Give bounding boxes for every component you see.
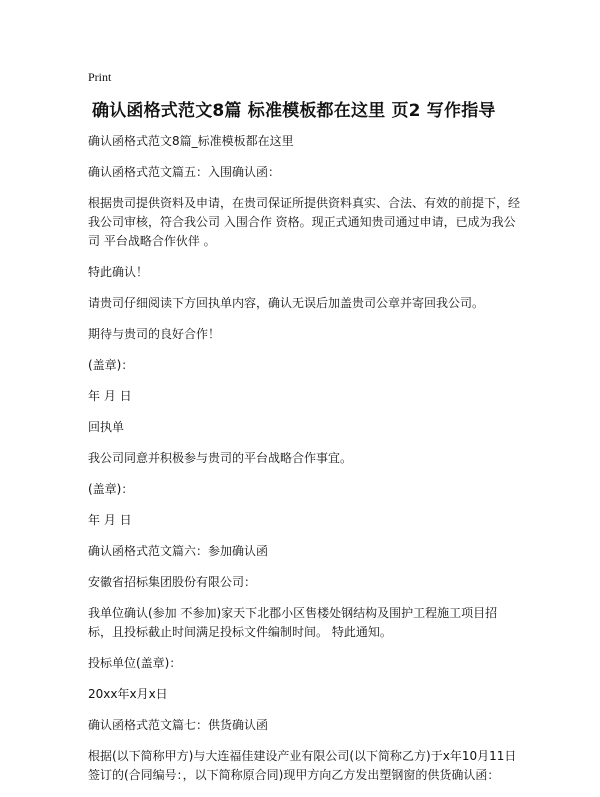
document-body: [88, 132, 520, 797]
paragraph: 特此确认！: [88, 265, 149, 279]
paragraph: 确认函格式范文篇六：参加确认函: [88, 544, 269, 558]
paragraph: 20xx年x月x日: [88, 687, 168, 701]
paragraph: 期待与贵司的良好合作！: [88, 327, 221, 341]
paragraph: 确认函格式范文篇五：入围确认函：: [88, 165, 281, 179]
print-link[interactable]: Print: [88, 70, 112, 84]
paragraph: (盖章)：: [88, 482, 134, 496]
page-title: 确认函格式范文8篇 标准模板都在这里 页2 写作指导: [92, 101, 496, 121]
paragraph: 请贵司仔细阅读下方回执单内容，确认无误后加盖贵司公章并寄回我公司。: [88, 296, 485, 310]
paragraph: 根据贵司提供资料及申请，在贵司保证所提供资料真实、合法、有效的前提下，经我公司审核，符合我公司 入围合作 资格。现正式通知贵司通过申请，已成为我公司 平台战略合作伙伴 。: [88, 196, 521, 248]
paragraph: 投标单位(盖章)：: [88, 656, 182, 670]
paragraph: 年 月 日: [88, 513, 132, 527]
paragraph: 确认函格式范文篇七：供货确认函: [88, 718, 269, 732]
paragraph: (盖章)：: [88, 358, 134, 372]
paragraph: 安徽省招标集团股份有限公司：: [88, 575, 257, 589]
paragraph: 年 月 日: [88, 389, 132, 403]
paragraph: 确认函格式范文8篇_标准模板都在这里: [88, 134, 294, 148]
paragraph: 我单位确认(参加 不参加)家天下北郡小区售楼处钢结构及围护工程施工项目招标，且投标截止时间满足投标文件编制时间。 特此通知。: [88, 606, 498, 639]
paragraph: 我公司同意并积极参与贵司的平台战略合作事宜。: [88, 451, 353, 465]
paragraph: 回执单: [88, 420, 125, 434]
paragraph: 根据(以下简称甲方)与大连福佳建设产业有限公司(以下简称乙方)于x年10月11日签订的(合同编号：，以下简称原合同)现甲方向乙方发出塑钢窗的供货确认函：: [88, 749, 517, 782]
